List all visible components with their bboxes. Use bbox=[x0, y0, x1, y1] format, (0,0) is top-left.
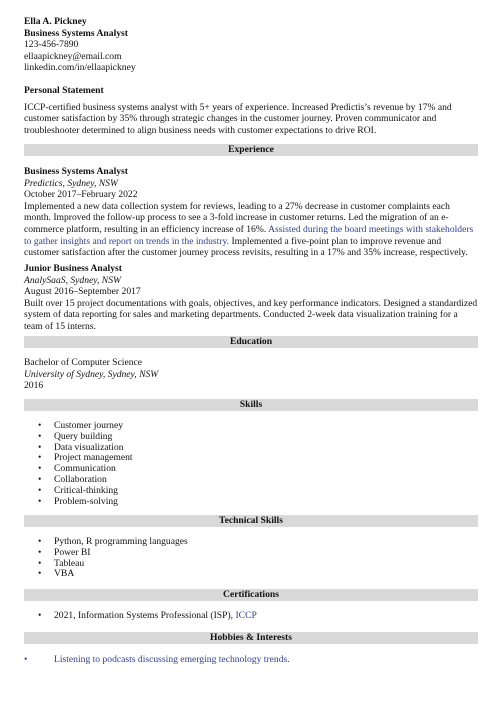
list-item: • Listening to podcasts discussing emerging technology trends. bbox=[24, 654, 290, 665]
personal-statement bbox=[24, 85, 478, 136]
hobbies-list bbox=[24, 655, 478, 666]
list-item: • Collaboration bbox=[38, 473, 107, 485]
job-role: Business Systems Analyst bbox=[24, 166, 128, 177]
linkedin: linkedin.com/in/ellaapickney bbox=[24, 62, 136, 74]
bullet-icon: • bbox=[38, 546, 42, 558]
bullet-icon: • bbox=[38, 536, 42, 547]
bullet-icon: • bbox=[38, 484, 42, 496]
list-item: • Critical-thinking bbox=[38, 484, 118, 496]
technical-skills-list bbox=[24, 537, 478, 580]
list-item: • Query building bbox=[38, 430, 113, 442]
job-dates: October 2017–February 2022 bbox=[24, 189, 138, 201]
bullet-icon: • bbox=[38, 441, 42, 453]
bullet-icon: • bbox=[38, 420, 42, 431]
graduation-year: 2016 bbox=[24, 380, 44, 392]
experience-entry bbox=[24, 263, 478, 333]
bullet-icon: • bbox=[38, 568, 42, 580]
list-item: • Python, R programming languages bbox=[38, 536, 188, 547]
section-bar-hobbies: Hobbies & Interests bbox=[24, 632, 478, 644]
experience-entry bbox=[24, 166, 478, 259]
job-description bbox=[24, 201, 478, 259]
candidate-name: Ella A. Pickney bbox=[24, 16, 87, 27]
statement-heading: Personal Statement bbox=[24, 85, 104, 96]
resume-header bbox=[24, 16, 478, 74]
list-item: • Tableau bbox=[38, 557, 85, 569]
section-bar-skills: Skills bbox=[24, 399, 478, 411]
bullet-icon: • bbox=[38, 473, 42, 485]
section-bar-certifications: Certifications bbox=[24, 589, 478, 601]
list-item: • Power BI bbox=[38, 546, 91, 558]
list-item: • Problem-solving bbox=[38, 495, 118, 507]
job-company: AnalySaaS, Sydney, NSW bbox=[24, 274, 121, 286]
education-entry bbox=[24, 357, 478, 392]
job-description-part: Implemented a new data collection system for reviews, leading to a 27% decrease in customer complaints each month. Improved the follow-up process to see a 3-fold increase in customer returns. Led the migration of an e-commerce platform, resulting in an efficiency increase of 16%. bbox=[24, 200, 450, 235]
certification-issuer: ICCP bbox=[235, 610, 257, 621]
bullet-icon: • bbox=[38, 463, 42, 475]
job-description: Built over 15 project documentations with goals, objectives, and key performance indicators. Designed a standardized system of data reporting for sales and marketing departments. Conducted 2-week data visualization training for a team of 15 interns. bbox=[24, 297, 478, 332]
bullet-icon: • bbox=[38, 610, 42, 621]
list-item: • Data visualization bbox=[38, 441, 124, 453]
list-item: • Customer journey bbox=[38, 420, 124, 431]
section-bar-experience: Experience bbox=[24, 144, 478, 156]
email: ellaapickney@email.com bbox=[24, 50, 122, 62]
bullet-icon: • bbox=[24, 654, 28, 665]
bullet-icon: • bbox=[38, 430, 42, 442]
school: University of Sydney, Sydney, NSW bbox=[24, 368, 159, 380]
candidate-title: Business Systems Analyst bbox=[24, 27, 128, 39]
job-description-highlight: Assisted during the board meetings with stakeholders to gather insights and report on trends in the industry. bbox=[24, 223, 474, 247]
job-dates: August 2016–September 2017 bbox=[24, 286, 141, 298]
list-item: • VBA bbox=[38, 568, 75, 580]
list-item: • Communication bbox=[38, 463, 116, 475]
skills-list bbox=[24, 421, 478, 507]
bullet-icon: • bbox=[38, 452, 42, 464]
certifications-list bbox=[24, 611, 478, 622]
job-company: Predictics, Sydney, NSW bbox=[24, 177, 118, 189]
job-description-part: Implemented a five-point plan to improve revenue and customer satisfaction after the customer journey process revisits, resulting in a 17% and 35% increase, respectively. bbox=[24, 235, 468, 259]
list-item: • Project management bbox=[38, 452, 133, 464]
bullet-icon: • bbox=[38, 495, 42, 507]
bullet-icon: • bbox=[38, 557, 42, 569]
degree: Bachelor of Computer Science bbox=[24, 357, 143, 368]
phone: 123-456-7890 bbox=[24, 39, 79, 51]
section-bar-education: Education bbox=[24, 336, 478, 348]
statement-text: ICCP-certified business systems analyst with 5+ years of experience. Increased Predictis’s revenue by 17% and customer satisfaction by 35% through strategic changes in the customer journey. Proven communicator and troubleshooter determined to align business needs with customer expectations to drive ROI. bbox=[24, 101, 452, 136]
job-role: Junior Business Analyst bbox=[24, 263, 122, 274]
list-item: • 2021, Information Systems Professional (ISP), ICCP bbox=[38, 610, 257, 621]
section-bar-technical-skills: Technical Skills bbox=[24, 515, 478, 527]
